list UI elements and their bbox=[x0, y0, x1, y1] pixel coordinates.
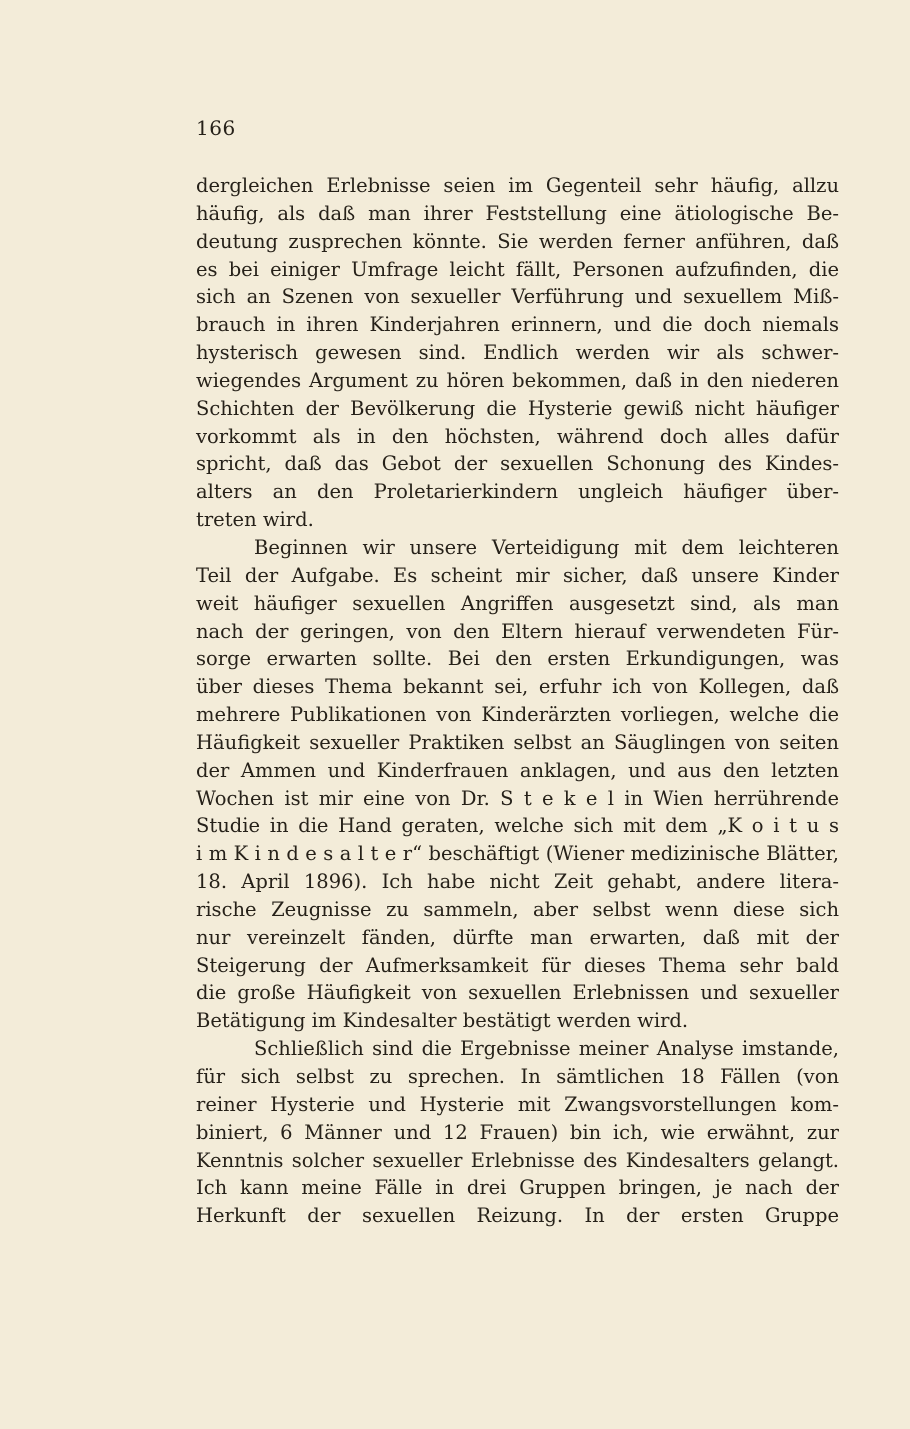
text-line: biniert, 6 Männer und 12 Frauen) bin ich, wie erwähnt, zur bbox=[196, 1120, 839, 1144]
text-line: für sich selbst zu sprechen. In sämtlichen 18 Fällen (von bbox=[196, 1065, 839, 1088]
paragraph-start-line: Beginnen wir unsere Verteidigung mit dem leichteren bbox=[254, 535, 839, 559]
body-text bbox=[196, 172, 839, 1230]
text-line: Kenntnis solcher sexueller Erlebnisse des Kindesalters gelangt. bbox=[196, 1148, 839, 1172]
page-number: 166 bbox=[196, 116, 236, 140]
text-line: wiegendes Argument zu hören bekommen, daß in den niederen bbox=[196, 368, 839, 392]
text-line: mehrere Publikationen von Kinderärzten vorliegen, welche die bbox=[196, 703, 839, 727]
text-line: Ich kann meine Fälle in drei Gruppen bringen, je nach der bbox=[196, 1176, 839, 1200]
text-line: Wochen ist mir eine von Dr. S t e k e l in Wien herrührende bbox=[196, 786, 839, 810]
paragraph-end-line: Betätigung im Kindesalter bestätigt werden wird. bbox=[196, 1009, 689, 1033]
text-line: Steigerung der Aufmerksamkeit für dieses Thema sehr bald bbox=[196, 953, 839, 977]
text-line: weit häufiger sexuellen Angriffen ausgesetzt sind, als man bbox=[196, 591, 839, 615]
text-line: 18. April 1896). Ich habe nicht Zeit gehabt, andere litera- bbox=[196, 870, 839, 894]
text-line: nach der geringen, von den Eltern hierauf verwendeten Für- bbox=[196, 619, 839, 643]
text-line: Schichten der Bevölkerung die Hysterie gewiß nicht häufiger bbox=[196, 396, 839, 420]
text-line: reiner Hysterie und Hysterie mit Zwangsvorstellungen kom- bbox=[196, 1092, 839, 1116]
text-line: die große Häufigkeit von sexuellen Erlebnissen und sexueller bbox=[196, 981, 839, 1005]
text-line: sich an Szenen von sexueller Verführung und sexuellem Miß- bbox=[196, 285, 839, 309]
text-line: über dieses Thema bekannt sei, erfuhr ich von Kollegen, daß bbox=[196, 675, 839, 699]
text-line: deutung zusprechen könnte. Sie werden ferner anführen, daß bbox=[196, 229, 839, 253]
text-line: spricht, daß das Gebot der sexuellen Schonung des Kindes- bbox=[196, 452, 839, 476]
text-line: Studie in die Hand geraten, welche sich mit dem „K o i t u s bbox=[196, 814, 839, 838]
paragraph-start-line: Schließlich sind die Ergebnisse meiner Analyse imstande, bbox=[254, 1037, 839, 1061]
text-line: sorge erwarten sollte. Bei den ersten Erkundigungen, was bbox=[196, 647, 839, 671]
text-line: Herkunft der sexuellen Reizung. In der ersten Gruppe bbox=[196, 1204, 839, 1228]
text-line: alters an den Proletarierkindern ungleich häufiger über- bbox=[196, 480, 839, 504]
text-line: der Ammen und Kinderfrauen anklagen, und aus den letzten bbox=[196, 758, 839, 782]
text-line: Häufigkeit sexueller Praktiken selbst an Säuglingen von seiten bbox=[196, 730, 839, 754]
text-line: Teil der Aufgabe. Es scheint mir sicher, daß unsere Kinder bbox=[196, 563, 839, 587]
text-line: i m K i n d e s a l t e r“ beschäftigt (Wiener medizinische Blätter, bbox=[196, 842, 839, 866]
text-line: brauch in ihren Kinderjahren erinnern, und die doch niemals bbox=[196, 313, 839, 337]
paragraph-end-line: treten wird. bbox=[196, 508, 314, 532]
text-line: vorkommt als in den höchsten, während doch alles dafür bbox=[196, 424, 839, 448]
text-line: dergleichen Erlebnisse seien im Gegenteil sehr häufig, allzu bbox=[196, 174, 839, 197]
text-line: nur vereinzelt fänden, dürfte man erwarten, daß mit der bbox=[196, 925, 839, 949]
text-line: häufig, als daß man ihrer Feststellung eine ätiologische Be- bbox=[196, 201, 839, 225]
text-line: hysterisch gewesen sind. Endlich werden wir als schwer- bbox=[196, 341, 839, 365]
text-line: rische Zeugnisse zu sammeln, aber selbst wenn diese sich bbox=[196, 897, 839, 921]
text-line: es bei einiger Umfrage leicht fällt, Personen aufzufinden, die bbox=[196, 257, 839, 281]
